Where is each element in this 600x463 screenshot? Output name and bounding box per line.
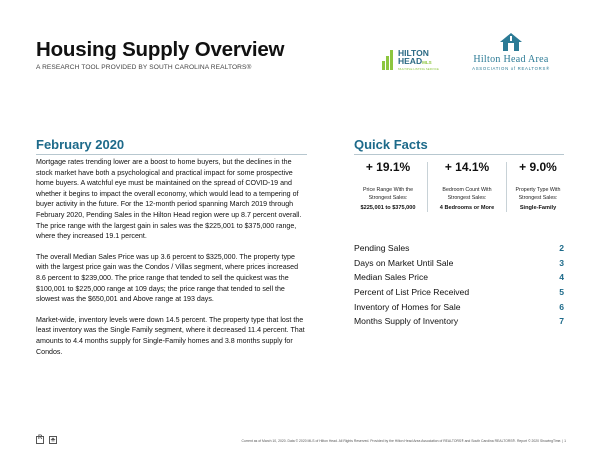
footer-icons (36, 436, 57, 444)
toc-page-number: 2 (559, 243, 564, 254)
hilton-head-mls-logo: HILTON HEADMLS MULTIPLE LISTING SERVICE (382, 44, 444, 74)
summary-paragraph: Mortgage rates trending lower are a boost to home buyers, but the declines in the stock market have both a psychological and practical impact for some prospective home buyers. A watchful eye must be maintained on the spread of COVID-19 and whether it begins to impact the overall economy, which would lead to a tempering of buyer activity in the future. For the 12-month period spanning March 2019 through February 2020, Pending Sales in the Hilton Head region were up 8.7 percent overall. The price range with the largest gain in sales was the $225,001 to $375,000 range, where they increased 19.1 percent. (36, 158, 302, 241)
house-icon (499, 32, 523, 52)
fact-value: + 9.0% (519, 160, 557, 174)
quick-fact (500, 160, 576, 211)
page-subtitle: A RESEARCH TOOL PROVIDED BY SOUTH CAROLINA REALTORS® (36, 64, 252, 71)
association-logo: Hilton Head Area ASSOCIATION of REALTORS® (452, 32, 570, 76)
quick-fact (429, 160, 505, 211)
footer-text: Current as of March 10, 2020. Data © 2020 MLS of Hilton Head. All Rights Reserved. Provided by the Hilton Head Area Association of REALTORS® and South Carolina REALTORS®. Report © 2020 ShowingTime. | 1 (241, 439, 566, 443)
toc-item-median-sales-price[interactable]: Median Sales Price 4 (354, 272, 564, 283)
fact-value: + 19.1% (365, 160, 411, 174)
table-of-contents (354, 241, 564, 329)
toc-page-number: 7 (559, 316, 564, 327)
fact-detail: $225,001 to $375,000 (360, 205, 416, 211)
fact-divider (427, 162, 428, 212)
toc-page-number: 4 (559, 272, 564, 283)
toc-page-number: 3 (559, 257, 564, 268)
page-title: Housing Supply Overview (36, 38, 285, 61)
fact-label: Bedroom Count With Strongest Sales: (442, 187, 492, 201)
summary-paragraph: The overall Median Sales Price was up 3.6 percent to $325,000. The property type with the largest price gain was the Condos / Villas segment, where prices increased 8.6 percent to $239,000. The price range that tended to sell the quickest was the $100,001 to $225,000 range at 109 days; the price range that tended to sell the slowest was the $650,001 and Above range at 193 days. (36, 252, 299, 304)
bar-graphic-icon (382, 50, 396, 70)
summary-paragraph: Market-wide, inventory levels were down 14.5 percent. The property type that lost the least inventory was the Single Family segment, where it decreased 11.4 percent. That amounts to 4.4 months supply for Single-Family homes and 3.8 months supply for Condos. (36, 315, 305, 356)
toc-page-number: 5 (559, 287, 564, 298)
fact-label: Property Type With Strongest Sales: (515, 187, 561, 201)
toc-item-percent-list-price[interactable]: Percent of List Price Received 5 (354, 287, 564, 298)
fact-detail: 4 Bedrooms or More (439, 205, 495, 211)
fact-detail: Single-Family (519, 205, 557, 211)
toc-item-days-on-market[interactable]: Days on Market Until Sale 3 (354, 257, 564, 268)
quick-fact (350, 160, 426, 211)
quick-facts-heading: Quick Facts (354, 137, 428, 152)
divider (354, 154, 564, 155)
realtor-icon (36, 436, 44, 444)
fact-label: Price Range With the Strongest Sales: (362, 187, 414, 201)
fact-value: + 14.1% (444, 160, 490, 174)
toc-item-pending-sales[interactable]: Pending Sales 2 (354, 243, 564, 254)
summary-text (36, 157, 307, 367)
toc-item-inventory[interactable]: Inventory of Homes for Sale 6 (354, 301, 564, 312)
toc-page-number: 6 (559, 301, 564, 312)
equal-housing-icon (49, 436, 57, 444)
month-heading: February 2020 (36, 137, 125, 152)
toc-item-months-supply[interactable]: Months Supply of Inventory 7 (354, 316, 564, 327)
divider (36, 154, 307, 155)
